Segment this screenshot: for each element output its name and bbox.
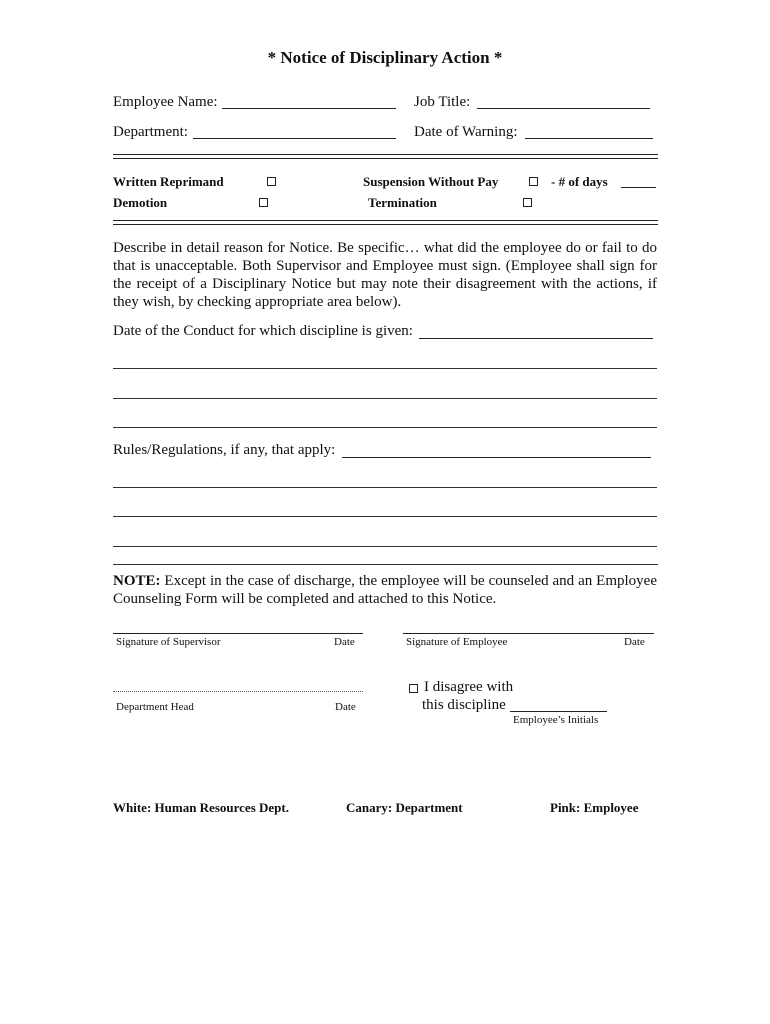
employee-name-label: Employee Name: (113, 94, 218, 110)
rules-regulations-field[interactable] (342, 457, 651, 458)
job-title-label: Job Title: (414, 94, 471, 110)
suspension-checkbox[interactable] (529, 177, 538, 186)
copy-white-label: White: Human Resources Dept. (113, 800, 289, 815)
job-title-field[interactable] (477, 108, 650, 109)
rules-line-3[interactable] (113, 546, 657, 547)
supervisor-signature-label: Signature of Supervisor (116, 636, 221, 648)
date-of-warning-field[interactable] (525, 138, 653, 139)
conduct-description-line-1[interactable] (113, 368, 657, 369)
date-of-warning-label: Date of Warning: (414, 124, 518, 140)
supervisor-signature-line[interactable] (113, 633, 363, 634)
termination-label: Termination (368, 195, 437, 210)
copy-canary-label: Canary: Department (346, 800, 463, 815)
note-text: Except in the case of discharge, the employee will be counseled and an Employee Counseling Form will be completed and attached to this Notice. (113, 573, 657, 607)
rules-regulations-label: Rules/Regulations, if any, that apply: (113, 442, 336, 458)
rules-line-2[interactable] (113, 516, 657, 517)
date-of-conduct-field[interactable] (419, 338, 653, 339)
employee-initials-label: Employee’s Initials (513, 714, 599, 726)
demotion-label: Demotion (113, 195, 168, 210)
conduct-description-line-2[interactable] (113, 398, 657, 399)
rules-line-1[interactable] (113, 487, 657, 488)
demotion-checkbox[interactable] (259, 198, 268, 207)
department-head-signature-line[interactable] (113, 691, 363, 692)
disagree-checkbox[interactable] (409, 684, 418, 693)
actions-divider (113, 220, 658, 225)
suspension-without-pay-label: Suspension Without Pay (363, 174, 499, 189)
num-days-label: - # of days (551, 174, 608, 189)
conduct-description-line-3[interactable] (113, 427, 657, 428)
department-head-label: Department Head (116, 701, 194, 713)
num-days-field[interactable] (621, 187, 656, 188)
header-divider (113, 154, 658, 159)
supervisor-date-label: Date (334, 636, 355, 648)
date-of-conduct-label: Date of the Conduct for which discipline is given: (113, 323, 413, 339)
copy-pink-label: Pink: Employee (550, 800, 639, 815)
department-label: Department: (113, 124, 188, 140)
instructions-paragraph: Describe in detail reason for Notice. Be specific… what did the employee do or fail to do that is unacceptable. Both Supervisor and Employee must sign. (Employee shall sign for the receipt of a Disciplinary Notice but may note their disagreement with the actions, if they wish, by checking appropriate area below). (113, 240, 657, 310)
employee-signature-label: Signature of Employee (406, 636, 508, 648)
employee-signature-line[interactable] (403, 633, 654, 634)
employee-name-field[interactable] (222, 108, 396, 109)
department-field[interactable] (193, 138, 396, 139)
written-reprimand-label: Written Reprimand (113, 174, 224, 189)
form-title: * Notice of Disciplinary Action * (267, 48, 503, 67)
disagree-label-line-2: this discipline (422, 697, 506, 713)
employee-date-label: Date (624, 636, 645, 648)
termination-checkbox[interactable] (523, 198, 532, 207)
note-divider (113, 564, 658, 565)
department-head-date-label: Date (335, 701, 356, 713)
written-reprimand-checkbox[interactable] (267, 177, 276, 186)
disagree-label-line-1: I disagree with (424, 679, 514, 695)
note-label: NOTE: (113, 573, 161, 589)
note-paragraph (113, 572, 657, 608)
employee-initials-field[interactable] (510, 711, 607, 712)
